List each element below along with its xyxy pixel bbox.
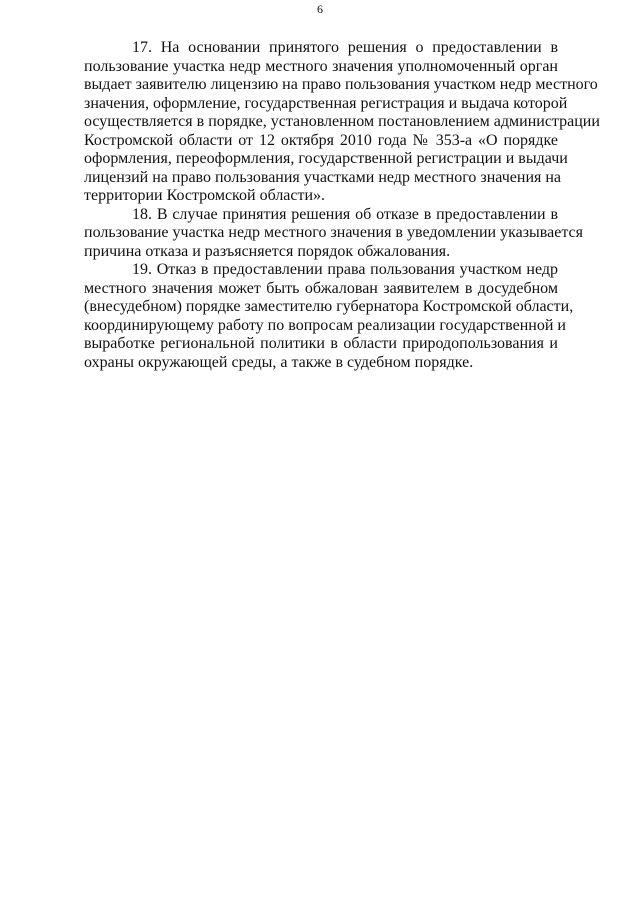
text-line: (внесудебном) порядке заместителю губернатора Костромской области, [84,298,574,315]
text-line: местного значения может быть обжалован заявителем в досудебном [84,279,558,297]
text-line: 19. Отказ в предоставлении права пользования участком недр [132,261,558,278]
text-line: оформления, переоформления, государственной регистрации и выдачи [84,150,568,167]
text-line: охраны окружающей среды, а также в судебном порядке. [84,353,474,371]
paragraph-18 [84,205,583,262]
text-line: пользование участка недр местного значения в уведомлении указывается [84,224,583,241]
text-line: лицензий на право пользования участками недр местного значения на [84,168,562,186]
text-line: осуществляется в порядке, установленном постановлением администрации [84,113,600,130]
paragraph-19 [84,261,574,372]
paragraph-17 [84,39,600,206]
document-body [84,39,600,372]
text-line: выработке региональной политики в области природопользования и [84,335,558,352]
text-line: причина отказа и разъясняется порядок обжалования. [84,242,451,260]
text-line: выдает заявителю лицензию на право пользования участком недр местного [84,76,598,93]
text-line: координирующему работу по вопросам реализации государственной и [84,316,566,334]
text-line: Костромской области от 12 октября 2010 года № 353-а «О порядке [84,131,558,149]
text-line: территории Костромской области». [84,187,326,204]
text-line: 18. В случае принятия решения об отказе в предоставлении в [132,205,558,223]
text-line: 17. На основании принятого решения о предоставлении в [132,39,558,56]
text-line: значения, оформление, государственная регистрация и выдача которой [84,94,568,112]
page-number: 6 [317,2,323,16]
text-line: пользование участка недр местного значения уполномоченный орган [84,57,558,75]
